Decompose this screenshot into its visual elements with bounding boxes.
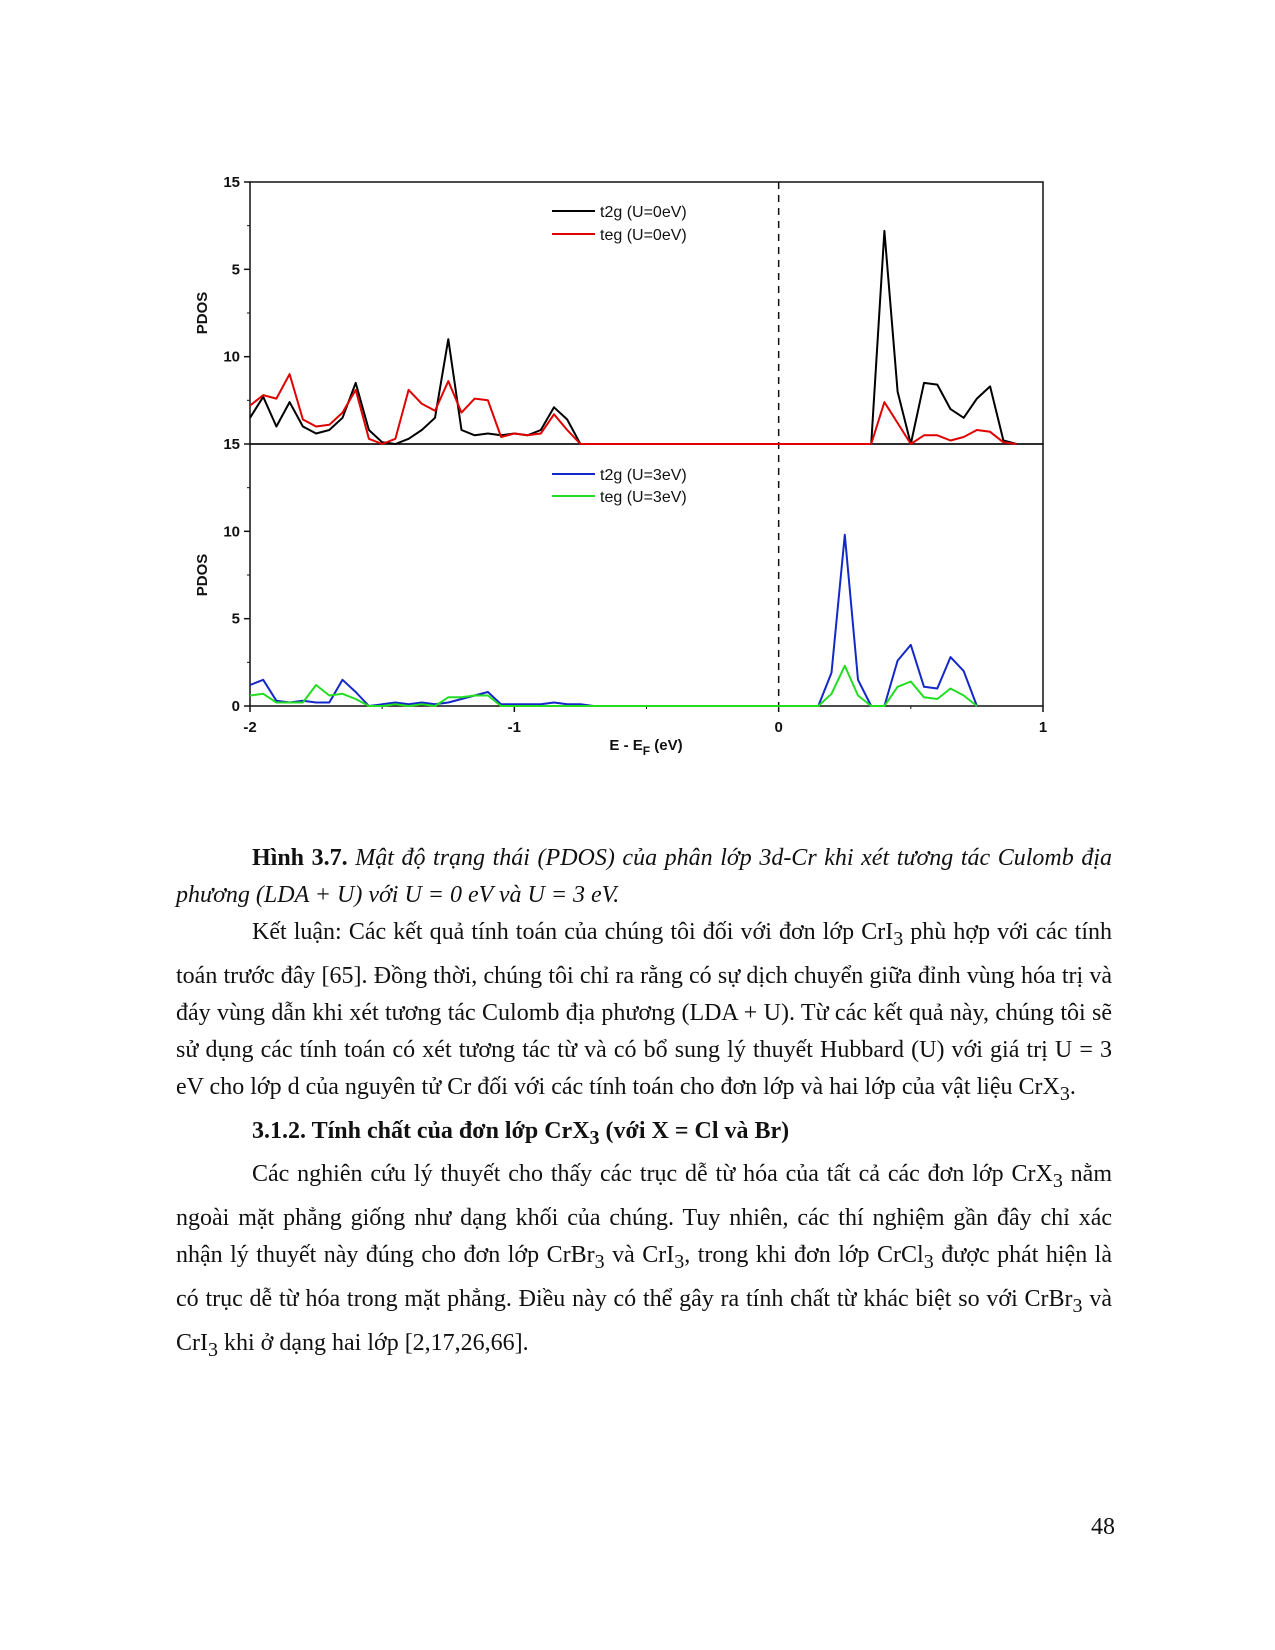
page-number: 48 [1091,1514,1115,1540]
text-run: và CrI [604,1242,675,1269]
subscript: 3 [1059,1082,1070,1105]
top-y-axis-label: PDOS [194,291,211,335]
subscript: 3 [208,1338,218,1361]
legend-label-teg-u3: teg (U=3eV) [600,489,687,506]
text-run: Các nghiên cứu lý thuyết cho thấy các trục dễ từ hóa của tất cả các đơn lớp CrX [252,1161,1053,1188]
bottom-y-axis-label: PDOS [194,553,211,597]
legend-label-t2g-u3: t2g (U=3eV) [600,467,687,484]
top-panel-frame [250,182,1043,444]
legend-label-t2g-u0: t2g (U=0eV) [600,204,687,221]
x-tick-label: 0 [774,719,783,736]
subscript: 3 [893,927,904,950]
text-run: , trong khi đơn lớp CrCl [684,1242,924,1269]
text-run: được phát hiện là có trục dễ từ hóa trong mặt phẳng. Điều này có thể gây ra tính chất từ khác biệt so với CrBr [176,1242,1113,1312]
bottom-legend [552,467,687,506]
y-tick-label: 0 [231,698,240,715]
y-tick-label: 5 [231,261,240,279]
y-tick-label: 15 [223,174,240,191]
text-run: Kết luận: Các kết quả tính toán của chúng tôi đối với đơn lớp CrI [252,919,894,945]
conclusion-paragraph [176,914,1112,1113]
x-axis-label-unit: (eV) [650,737,683,754]
subscript: 3 [589,1126,600,1149]
x-axis-label-main: E - E [609,737,643,754]
series-line-t2g-u-3ev- [250,535,977,706]
x-tick-label: -1 [507,719,522,736]
subscript: 3 [923,1250,934,1273]
x-tick-label: -2 [243,719,257,736]
body-text [176,914,1112,1369]
text-run: (với X = Cl và Br) [599,1117,790,1144]
text-run: . [1069,1073,1076,1100]
caption-label: Hình 3.7. [252,845,348,871]
pdos-chart [180,170,1110,810]
subscript: 3 [1052,1170,1063,1193]
y-tick-label: 15 [223,436,240,453]
text-run: khi ở dạng hai lớp [2,17,26,66]. [218,1329,529,1356]
series-line-t2g-u-0ev- [250,231,1017,444]
section-heading [176,1113,1112,1157]
subscript: 3 [1072,1294,1083,1317]
text-run: nằm ngoài mặt phẳng giống như dạng khối của chúng. Tuy nhiên, các thí nghiệm gần đây chỉ xác nhận lý thuyết này đúng cho đơn lớp CrBr [176,1161,1113,1269]
top-legend [552,204,687,244]
x-axis-label-subscript: F [642,744,651,758]
legend-label-teg-u0: teg (U=0eV) [600,227,687,244]
subscript: 3 [594,1250,605,1273]
caption-text: Mật độ trạng thái (PDOS) của phân lớp 3d-Cr khi xét tương tác Culomb địa phương (LDA + U) với U = 0 eV và U = 3 eV. [176,845,1113,908]
theory-paragraph [176,1156,1112,1368]
text-run: và CrI [176,1285,1112,1356]
y-tick-label: 10 [223,523,240,541]
text-run: phù hợp với các tính toán trước đây [65]. Đồng thời, chúng tôi chỉ ra rằng có sự dịch chuyển giữa đỉnh vùng hóa trị và đáy vùng dẫn khi xét tương tác Culomb địa phương (LDA + U). Từ các kết quả này, chúng tôi sẽ sử dụng các tính toán có xét tương tác từ và có bổ sung lý thuyết Hubbard (U) với giá trị U = 3 eV cho lớp d của nguyên tử Cr đối với các tính toán cho đơn lớp và hai lớp của vật liệu CrX [176,919,1112,1100]
y-tick-label: 10 [223,348,240,366]
subscript: 3 [674,1250,685,1273]
text-run: 3.1.2. Tính chất của đơn lớp CrX [252,1117,590,1144]
figure-caption [176,840,1112,914]
x-tick-label: 1 [1038,719,1048,736]
y-tick-label: 5 [231,610,240,628]
x-axis-label [609,737,682,758]
pdos-figure [180,170,1110,810]
